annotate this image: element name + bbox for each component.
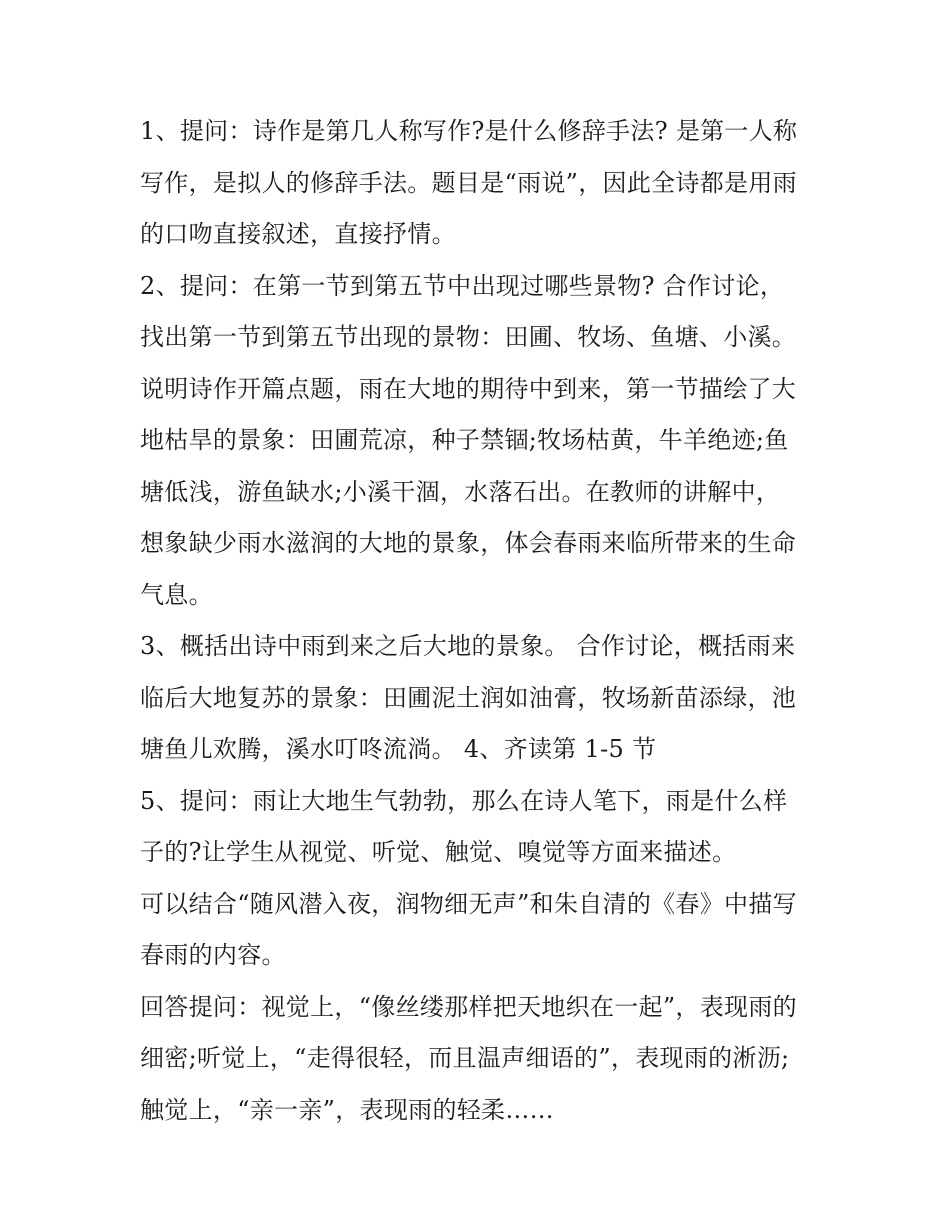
text-line: 细密;听觉上，“走得很轻，而且温声细语的”，表现雨的淅沥;	[140, 1044, 790, 1072]
text-line: 3、概括出诗中雨到来之后大地的景象。 合作讨论，概括雨来	[140, 632, 796, 660]
text-line: 气息。	[140, 580, 213, 609]
text-line: 的口吻直接叙述，直接抒情。	[140, 220, 456, 248]
text-line: 春雨的内容。	[140, 941, 286, 969]
text-line: 回答提问：视觉上，“像丝缕那样把天地织在一起”，表现雨的	[140, 992, 797, 1021]
text-line: 写作，是拟人的修辞手法。题目是“雨说”，因此全诗都是用雨	[140, 168, 797, 197]
text-line: 塘鱼儿欢腾，溪水叮咚流淌。 4、齐读第 1-5 节	[140, 735, 657, 763]
text-line: 可以结合“随风潜入夜，润物细无声”和朱自清的《春》中描写	[140, 889, 797, 918]
text-line: 2、提问：在第一节到第五节中出现过哪些景物? 合作讨论，	[140, 271, 785, 300]
text-line: 子的?让学生从视觉、听觉、触觉、嗅觉等方面来描述。	[140, 838, 737, 866]
document-body	[140, 109, 820, 1139]
text-line: 想象缺少雨水滋润的大地的景象，体会春雨来临所带来的生命	[140, 529, 797, 557]
text-line: 说明诗作开篇点题，雨在大地的期待中到来，第一节描绘了大	[140, 374, 797, 403]
text-line: 1、提问：诗作是第几人称写作?是什么修辞手法? 是第一人称	[140, 117, 798, 145]
text-line: 塘低浅，游鱼缺水;小溪干涸，水落石出。在教师的讲解中，	[140, 477, 781, 506]
text-line: 触觉上，“亲一亲”，表现雨的轻柔……	[140, 1095, 554, 1124]
text-line: 地枯旱的景象：田圃荒凉，种子禁锢;牧场枯黄，牛羊绝迹;鱼	[140, 426, 789, 454]
text-line: 临后大地复苏的景象：田圃泥土润如油膏，牧场新苗添绿，池	[140, 683, 797, 712]
text-line: 5、提问：雨让大地生气勃勃，那么在诗人笔下，雨是什么样	[140, 786, 788, 815]
text-line: 找出第一节到第五节出现的景物：田圃、牧场、鱼塘、小溪。	[140, 323, 797, 351]
